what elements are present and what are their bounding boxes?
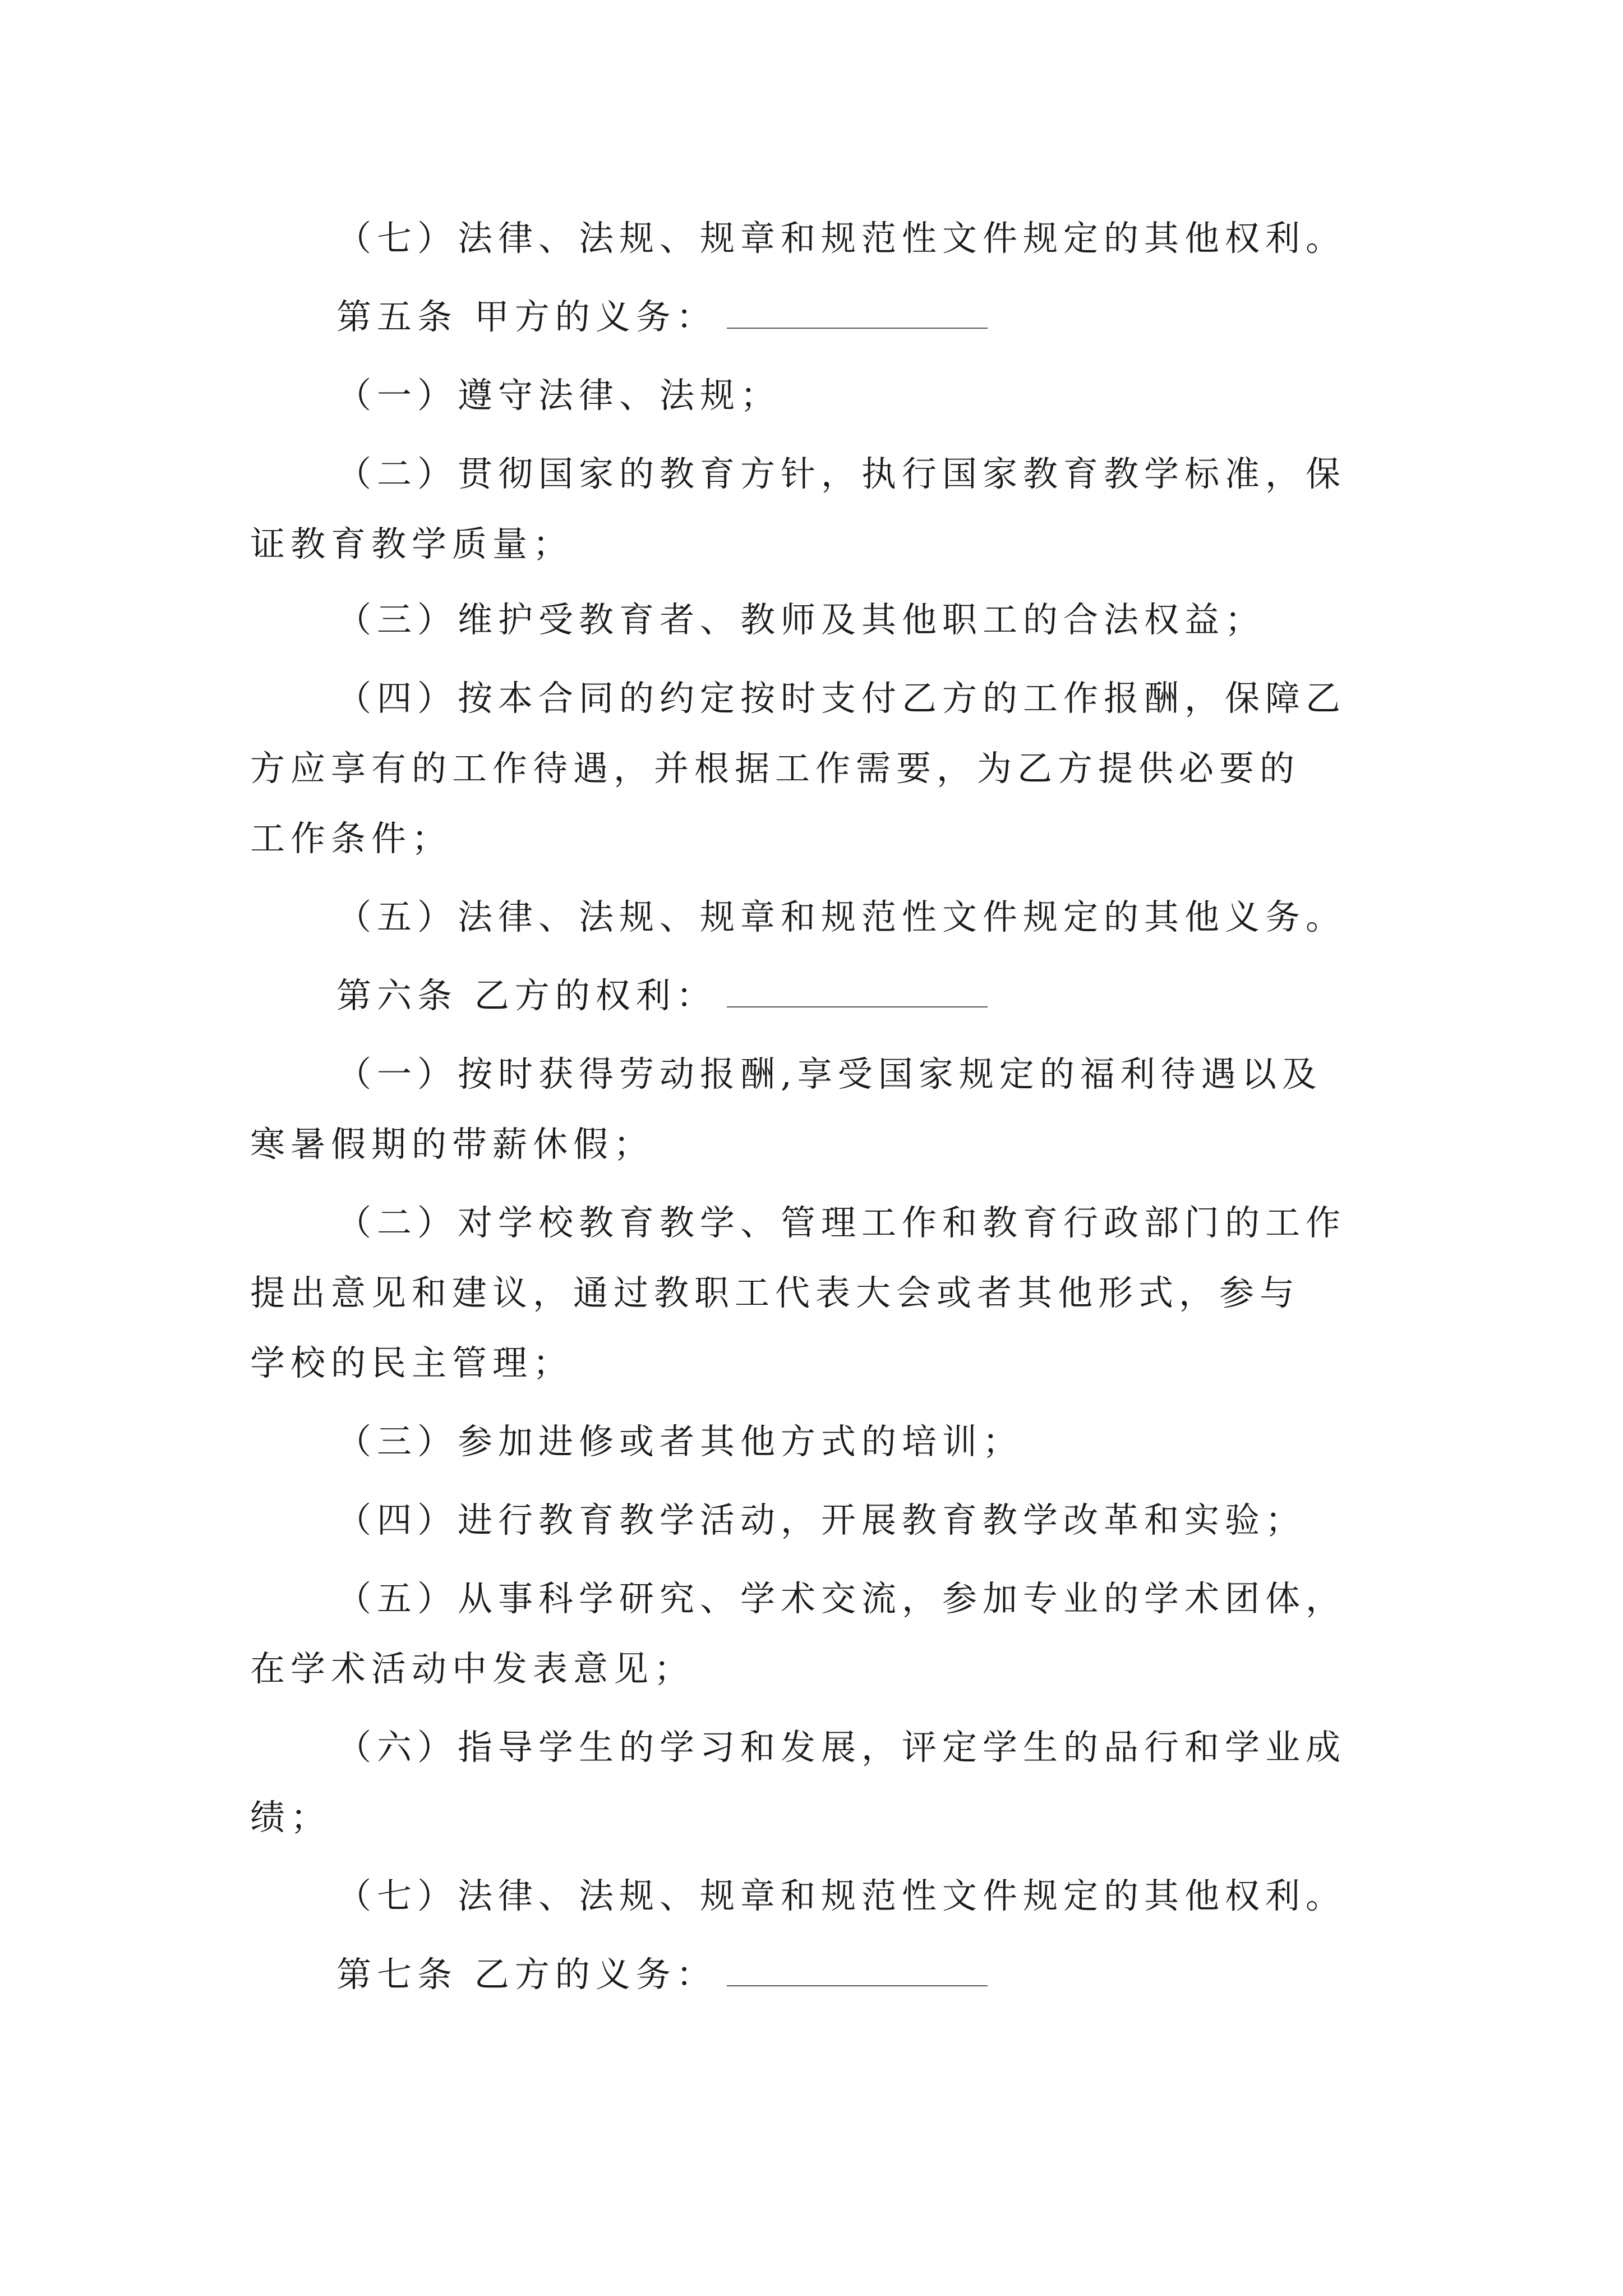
- article-5-item-2: （二）贯彻国家的教育方针，执行国家教育教学标准，保: [336, 453, 1347, 494]
- article-5-item-5: （五）法律、法规、规章和规范性文件规定的其他义务。: [336, 896, 1347, 937]
- clause-4-item-7: （七）法律、法规、规章和规范性文件规定的其他权利。: [336, 218, 1347, 259]
- article-6-item-1: （一）按时获得劳动报酬,享受国家规定的福利待遇以及: [336, 1053, 1322, 1094]
- article-5-item-1: （一）遵守法律、法规；: [336, 375, 781, 416]
- article-6-item-2-cont-2: 学校的民主管理；: [250, 1342, 574, 1383]
- article-6-item-7: （七）法律、法规、规章和规范性文件规定的其他权利。: [336, 1875, 1347, 1916]
- article-6-item-2-cont-1: 提出意见和建议，通过教职工代表大会或者其他形式，参与: [250, 1272, 1301, 1313]
- article-5-item-3: （三）维护受教育者、教师及其他职工的合法权益；: [336, 599, 1266, 640]
- article-6-blank-line: [727, 975, 988, 1007]
- article-5-item-4-cont-2: 工作条件；: [250, 818, 453, 859]
- article-7-title: 第七条 乙方的义务：: [336, 1954, 717, 1995]
- article-7-blank-line: [727, 1954, 988, 1986]
- article-7-heading: [336, 1952, 988, 1997]
- article-6-item-3: （三）参加进修或者其他方式的培训；: [336, 1421, 1023, 1462]
- article-5-title: 第五条 甲方的义务：: [336, 296, 717, 337]
- article-6-item-5-cont: 在学术活动中发表意见；: [250, 1648, 695, 1689]
- article-6-item-1-cont: 寒暑假期的带薪休假；: [250, 1124, 654, 1165]
- article-6-item-4: （四）进行教育教学活动，开展教育教学改革和实验；: [336, 1499, 1306, 1540]
- article-6-heading: [336, 973, 988, 1018]
- article-6-item-6: （六）指导学生的学习和发展，评定学生的品行和学业成: [336, 1727, 1347, 1768]
- article-6-item-2: （二）对学校教育教学、管理工作和教育行政部门的工作: [336, 1202, 1347, 1243]
- article-6-item-5: （五）从事科学研究、学术交流，参加专业的学术团体，: [336, 1578, 1347, 1619]
- article-5-item-2-cont: 证教育教学质量；: [250, 523, 574, 564]
- article-5-item-4: （四）按本合同的约定按时支付乙方的工作报酬，保障乙: [336, 678, 1347, 719]
- article-5-heading: [336, 295, 988, 339]
- article-5-blank-line: [727, 296, 988, 329]
- article-6-title: 第六条 乙方的权利：: [336, 975, 717, 1016]
- article-6-item-6-cont: 绩；: [250, 1797, 331, 1838]
- article-5-item-4-cont-1: 方应享有的工作待遇，并根据工作需要，为乙方提供必要的: [250, 748, 1301, 789]
